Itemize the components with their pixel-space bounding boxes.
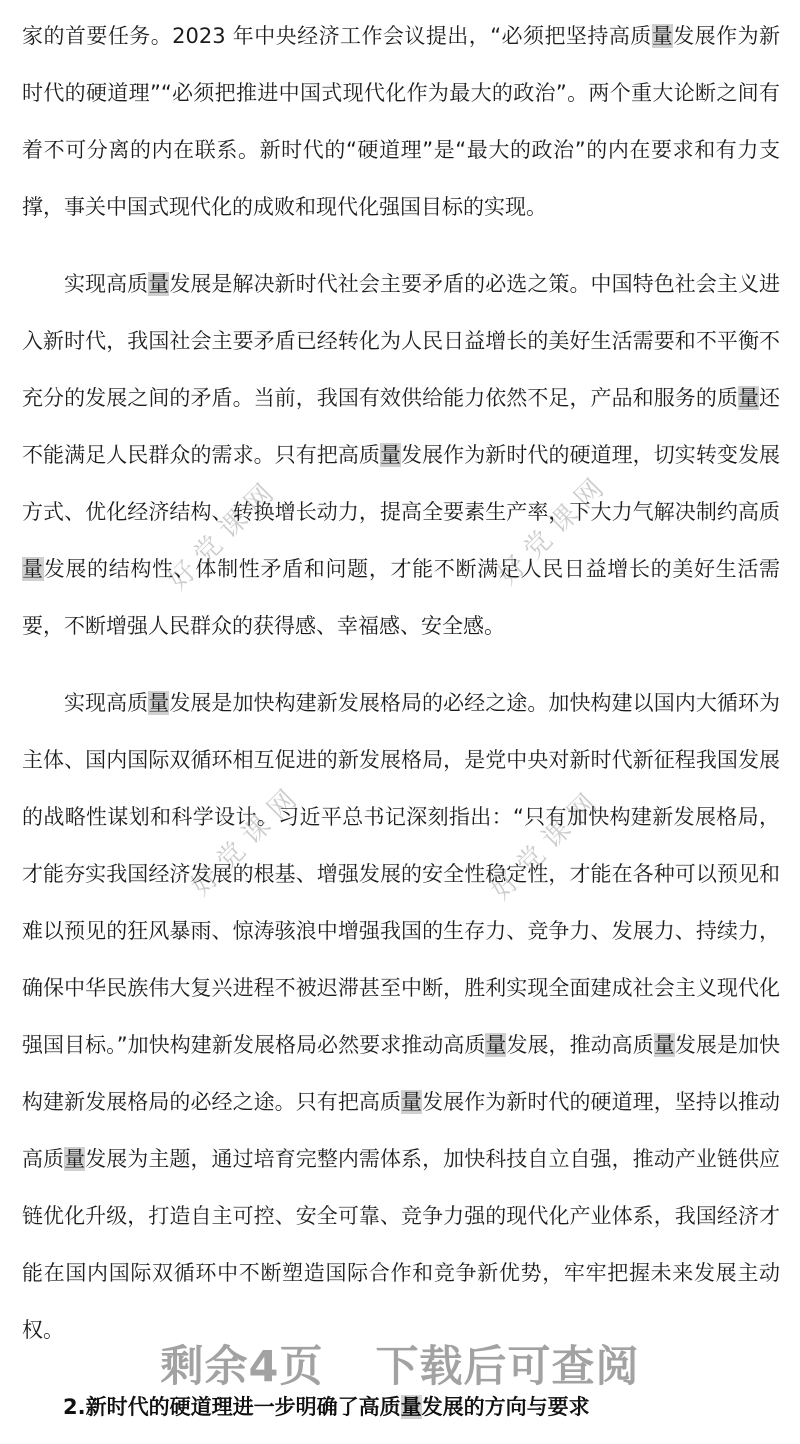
remaining-pages-notice — [0, 1341, 800, 1393]
highlighted-char: 量 — [651, 24, 674, 48]
watermark: 好党课网 — [185, 778, 309, 902]
highlighted-char: 量 — [22, 557, 44, 581]
highlighted-char: 量 — [379, 443, 402, 467]
download-hint-label: 下载后可查阅 — [375, 1342, 640, 1392]
watermark: 好党课网 — [162, 472, 286, 596]
highlighted-char: 量 — [64, 1147, 86, 1171]
watermark: 好党课网 — [492, 467, 616, 591]
remaining-pages-label: 剩余4页 — [160, 1342, 324, 1392]
body-paragraph: 实现高质量发展是加快构建新发展格局的必经之途。加快构建以国内大循环为主体、国内国际双循环相互促进的新发展格局，是党中央对新时代新征程我国发展的战略性谋划和科学设计。习近平总书记深刻指出：“只有加快构建新发展格局，才能夯实我国经济发展的根基、增强发展的安全性稳定性，才能在各种可以预见和难以预见的狂风暴雨、惊涛骇浪中增强我国的生存力、竞争力、发展力、持续力，确保中华民族伟大复兴进程不被迟滞甚至中断，胜利实现全面建成社会主义现代化强国目标。”加快构建新发展格局必然要求推动高质量发展，推动高质量发展是加快构建新发展格局的必经之途。只有把高质量发展作为新时代的硬道理，坚持以推动高质量发展为主题，通过培育完整内需体系，加快科技自立自强，推动产业链供应链优化升级，打造自主可控、安全可靠、竞争力强的现代化产业体系，我国经济才能在国内国际双循环中不断塑造国际合作和竞争新优势，牢牢把握未来发展主动权。 — [22, 691, 781, 1342]
highlighted-char: 量 — [401, 1090, 423, 1114]
highlighted-char: 量 — [653, 1033, 675, 1057]
highlighted-char: 量 — [148, 272, 170, 296]
section-heading: 2.新时代的硬道理进一步明确了高质量发展的方向与要求 — [63, 1395, 590, 1419]
watermark: 好党课网 — [485, 782, 609, 906]
highlighted-char: 量 — [148, 691, 170, 715]
document-body — [22, 0, 780, 1436]
highlighted-char: 量 — [485, 1033, 507, 1057]
highlighted-char: 量 — [737, 386, 760, 410]
body-paragraph: 家的首要任务。2023 年中央经济工作会议提出，“必须把坚持高质量发展作为新时代的硬道理”“必须把推进中国式现代化作为最大的政治”。两个重大论断之间有着不可分离的内在联系。新时代的“硬道理”是“最大的政治”的内在要求和有力支撑，事关中国式现代化的成败和现代化强国目标的实现。 — [22, 24, 781, 219]
body-paragraph: 实现高质量发展是解决新时代社会主要矛盾的必选之策。中国特色社会主义进入新时代，我国社会主要矛盾已经转化为人民日益增长的美好生活需要和不平衡不充分的发展之间的矛盾。当前，我国有效供给能力依然不足，产品和服务的质量还不能满足人民群众的需求。只有把高质量发展作为新时代的硬道理，切实转变发展方式、优化经济结构、转换增长动力，提高全要素生产率，下大力气解决制约高质量发展的结构性、体制性矛盾和问题，才能不断满足人民日益增长的美好生活需要，不断增强人民群众的获得感、幸福感、安全感。 — [22, 272, 781, 638]
highlighted-char: 量 — [400, 1395, 422, 1419]
